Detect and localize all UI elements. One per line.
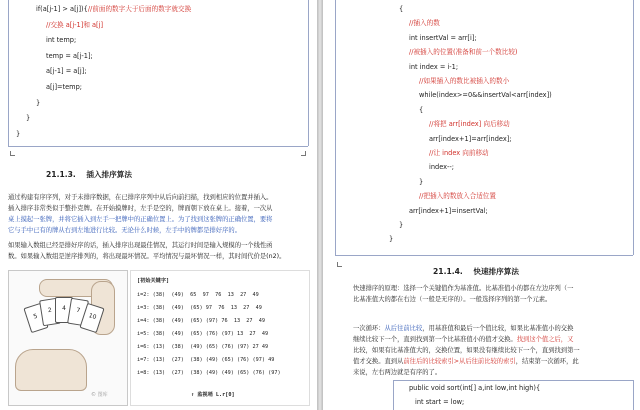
paragraph-line: 通过构建有序序列，对于未排序数据，在已排序序列中从后向前扫描，找到相应的位置并插入。 (8, 194, 273, 201)
code-text: } (399, 221, 404, 229)
code-line (419, 91, 552, 100)
quicksort-loop-line-3: 比较，如果有比基准值大的，交换位置，如果没有继续比较下一个，直到找到第一 (353, 347, 580, 354)
table-title: [初始关键字] (137, 278, 170, 284)
page-corner-mark (301, 151, 306, 156)
page-corner-mark (337, 262, 342, 267)
paragraph-line: 它与手中已有的牌从右到左地进行比较。无论什么时候，左手中的牌都是排好序的。 (8, 227, 241, 234)
code-block-border (393, 380, 633, 381)
playing-card: 5 (23, 303, 48, 333)
code-line (419, 178, 423, 187)
table-row: i=6: (13) (38) (49) (65) (76) (97) 27 49 (137, 344, 269, 350)
code-text: } (26, 114, 31, 123)
table-row: i=2: (38) (49) 65 97 76 13 27 49 (137, 292, 259, 298)
code-text: while(index>=0&&insertVal<arr[index]) (419, 91, 552, 100)
table-row: i=4: (38) (49) (65) (97) 76 13 27 49 (137, 318, 266, 324)
code-line (409, 384, 540, 393)
code-line (46, 36, 76, 45)
code-comment: //如果插入的数比被插入的数小 (419, 77, 510, 85)
page-corner-mark (10, 151, 15, 156)
code-text: int temp; (46, 36, 77, 45)
code-comment: //交换 a[j-1]和 a[j] (46, 20, 104, 29)
code-line (399, 5, 403, 14)
quicksort-loop-line-5: 来说，左右两边就是有序的了。 (353, 369, 442, 376)
code-block-border (633, 380, 634, 410)
code-comment: //把插入的数放入合适位置 (419, 192, 496, 201)
code-text: a[j-1] = a[j]; (46, 67, 87, 76)
code-block-border (335, 255, 633, 256)
code-line (46, 83, 82, 92)
section-heading: 21.1.3. 插入排序算法 (46, 170, 132, 179)
code-line (409, 34, 477, 43)
table-row: i=5: (38) (49) (65) (76) (97) 13 27 49 (137, 331, 269, 337)
paragraph-line: 快速排序的原理：选择一个关键值作为基准值。比基准值小的都在左边序列（一 (353, 285, 574, 292)
insertion-sort-table (130, 270, 310, 406)
code-text: temp = a[j-1]; (46, 51, 93, 60)
image-watermark: © 图库 (91, 392, 108, 398)
code-block-border (335, 0, 336, 255)
code-line (415, 398, 464, 407)
code-line (429, 135, 512, 144)
code-text: { (419, 105, 424, 114)
section-heading: 21.1.4. 快速排序算法 (433, 267, 519, 276)
code-block-border (8, 146, 308, 147)
code-line (409, 19, 440, 28)
code-line (46, 21, 103, 30)
quicksort-loop-line-1: 一次循环：从后往前比较，用基准值和最后一个值比较，如果比基准值小的交换 (353, 325, 574, 332)
code-line (429, 149, 489, 158)
code-text: int index = i-1; (409, 62, 459, 71)
code-line (409, 63, 458, 72)
code-comment: //让 index 向前移动 (429, 149, 489, 157)
paragraph-line: 插入排序非常类似于整扑克牌。在开始摸牌时，左手是空的，牌面朝下放在桌上。接着，一次从 (8, 205, 273, 212)
code-comment: //被插入的位置(准备和前一个数比较) (409, 48, 518, 57)
code-block-border (633, 0, 634, 255)
right-page[interactable] (323, 0, 640, 410)
code-block-border (393, 380, 394, 410)
playing-card: 2 (39, 298, 61, 326)
code-text: if(a[j-1] > a[j]){ (36, 5, 88, 13)
code-comment: //插入的数 (409, 19, 440, 28)
paragraph-line: 比基准值大的都在右边（一般是无序的）。一般选择序列的第一个元素。 (353, 296, 552, 303)
code-text: index--; (429, 163, 455, 172)
code-text: arr[index+1]=insertVal; (409, 206, 488, 215)
code-text: } (389, 235, 394, 244)
code-line (16, 130, 20, 139)
code-line (429, 163, 454, 172)
code-text: } (419, 177, 424, 186)
code-line (419, 77, 509, 86)
left-page[interactable] (0, 0, 317, 410)
code-line (409, 48, 518, 57)
paragraph-line: 桌上摸起一张牌，并将它插入到左手一把牌中的正确位置上。为了找到这张牌的正确位置，要将 (8, 216, 273, 223)
code-text: arr[index+1]=arr[index]; (429, 134, 512, 143)
code-line (36, 5, 191, 14)
code-text: } (16, 129, 21, 138)
table-caption: ↑ 监视哨 L.r[0] (191, 392, 235, 398)
code-line (429, 120, 510, 129)
code-text: } (36, 98, 41, 107)
paragraph-line: 如果输入数组已经是排好序的话，插入排序出现最佳情况，其运行时间是输入规模的一个线性函 (8, 242, 273, 249)
code-line (46, 52, 93, 61)
code-line (419, 192, 496, 201)
code-line (36, 99, 40, 108)
code-comment: //将把 arr[index] 向后移动 (429, 120, 510, 129)
card-hand-illustration (8, 270, 128, 406)
code-text: int start = low; (415, 398, 465, 406)
code-text: { (399, 5, 404, 13)
left-hand-shape (15, 349, 87, 391)
code-line (399, 221, 403, 230)
code-line (46, 67, 87, 76)
table-row: i=7: (13) (27) (38) (49) (65) (76) (97) 49 (137, 357, 275, 363)
playing-card: 10 (79, 303, 104, 333)
paragraph-line: 数。如果输入数组是逆序排列的，将出现最坏情况。平均情况与最坏情况一样，其时间代价是(n2)。 (8, 253, 286, 260)
table-row: i=3: (38) (49) (65) 97 76 13 27 49 (137, 305, 262, 311)
quicksort-loop-line-4: 值才交换。直到从前往后的比较索引>从后往前比较的索引，结束第一次循环，此 (353, 358, 579, 365)
quicksort-loop-line-2: 继续比较下一个，直到找到第一个比基准值小的值才交换。找到这个值之后，又 (353, 336, 574, 343)
playing-card: 4 (55, 297, 73, 323)
code-line (419, 106, 423, 115)
code-line (26, 114, 30, 123)
code-block-border (308, 0, 309, 146)
code-text: public void sort(int[] a,int low,int high){ (409, 384, 541, 392)
code-line (409, 207, 488, 216)
playing-card: 7 (67, 298, 89, 326)
code-comment: //前面的数字大于后面的数字就交换 (87, 5, 192, 13)
table-row: i=8: (13) (27) (38) (49) (49) (65) (76) (97) (137, 370, 281, 376)
code-line (389, 235, 393, 244)
code-text: a[j]=temp; (46, 83, 83, 91)
code-block-border (8, 0, 9, 146)
code-text: int insertVal = arr[i]; (409, 33, 477, 42)
